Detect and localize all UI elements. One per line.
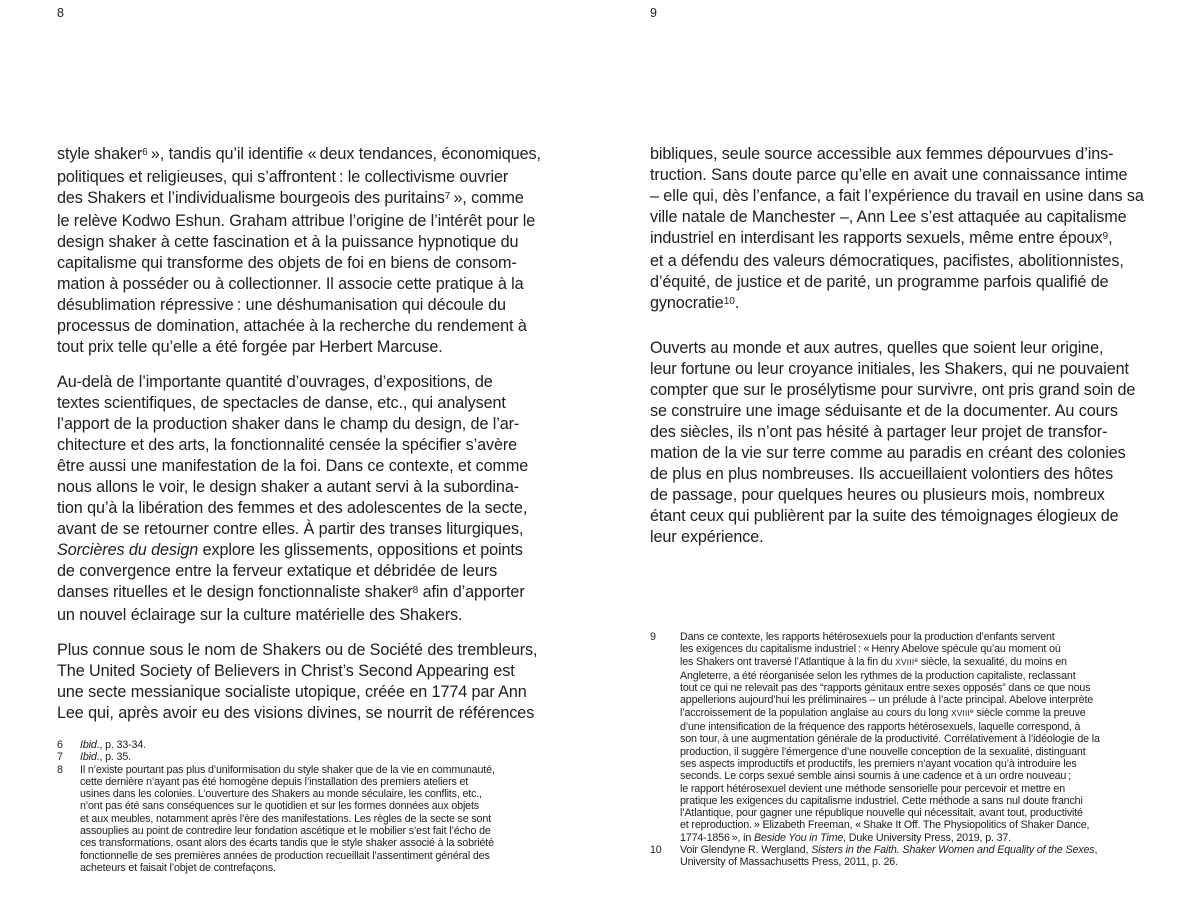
- italic-text: Sorcières du design: [57, 541, 199, 559]
- text-line: chitecture et des arts, la fonctionnalité censée la spécifier s’avère: [57, 436, 518, 454]
- text-line: production, il suggère l’émergence d’une nouvelle conception de la sexualité, distinguant: [680, 745, 1086, 758]
- page-number-right: 9: [650, 6, 657, 20]
- text-line: des Shakers et l’individualisme bourgeois des puritains$^7$ », comme: [57, 189, 524, 207]
- text-line: de plus en plus nombreuses. Ils accueillaient volontiers des hôtes: [650, 465, 1114, 483]
- text-line: tout ce qui ne relevait pas des “rapports génitaux entre sexes opposés” dans ce que nous: [680, 682, 1091, 695]
- text-line: les Shakers ont traversé l’Atlantique à la fin du XVIIIe siècle, la sexualité, du moins en: [680, 655, 1067, 668]
- footnote-number: 8: [57, 763, 63, 776]
- text-line: industriel en interdisant les rapports sexuels, même entre époux$^9$,: [650, 229, 1113, 247]
- text-line: tion qu’à la libération des femmes et des adolescentes de la secte,: [57, 499, 528, 517]
- footnote: [57, 764, 579, 875]
- footnote-reference: 6: [142, 146, 148, 158]
- text-line: les exigences du capitalisme industriel : « Henry Abelove spécule qu’au moment où: [680, 643, 1061, 656]
- text-line: Lee qui, après avoir eu des visions divines, se nourrit de références: [57, 704, 535, 722]
- text-line: ses aspects improductifs et productifs, les premiers n’ayant vocation qu’à introduire les: [680, 757, 1077, 770]
- footnote-number: 9: [650, 631, 656, 643]
- paragraph: [650, 144, 1144, 316]
- text-line: leur fortune ou leur croyance initiales, les Shakers, qui ne pouvaient: [650, 360, 1129, 378]
- body-text-right: [650, 144, 1144, 570]
- text-line: être aussi une manifestation de la foi. Dans ce contexte, et comme: [57, 457, 529, 475]
- text-line: Angleterre, a été réorganisée selon les rythmes de la production capitaliste, reclassant: [680, 669, 1076, 682]
- text-line: Il n’existe pourtant pas plus d’uniformisation du style shaker que de la vie en communauté,: [80, 763, 495, 776]
- italic-text: Ibid: [80, 739, 97, 751]
- footnotes-right: [650, 631, 1137, 869]
- text-line: tout prix telle qu’elle a été forgée par Herbert Marcuse.: [57, 338, 443, 356]
- text-line: gynocratie$^{10}$.: [650, 294, 740, 312]
- text-line: le relève Kodwo Eshun. Graham attribue l’origine de l’intérêt pour le: [57, 212, 536, 230]
- paragraph: [57, 144, 579, 358]
- text-line: son tour, à une augmentation générale de la productivité. Corrélativement à l’idéologie de la: [680, 733, 1100, 746]
- text-line: Ouverts au monde et aux autres, quelles que soient leur origine,: [650, 339, 1104, 357]
- text-line: avant de se retourner contre elles. À partir des transes liturgiques,: [57, 520, 524, 538]
- text-line: l’apport de la production shaker dans le champ du design, de l’ar-: [57, 415, 520, 433]
- text-line: Ibid., p. 33-34.: [80, 739, 146, 751]
- footnote-number: 7: [57, 751, 63, 764]
- text-line: processus de domination, attachée à la recherche du rendement à: [57, 317, 527, 335]
- text-line: désublimation répressive : une déshumanisation qui découle du: [57, 296, 506, 314]
- text-line: Voir Glendyne R. Wergland, Sisters in the Faith. Shaker Women and Equality of the Sexes,: [680, 844, 1098, 857]
- page-left: [57, 0, 579, 903]
- paragraph: [57, 372, 579, 626]
- text-line: d’équité, de justice et de parité, un programme parfois qualifié de: [650, 273, 1109, 291]
- text-line: compter que sur le prosélytisme pour survivre, ont pris grand soin de: [650, 381, 1136, 399]
- text-line: l’accroissement de la population anglaise au cours du long XVIIIe siècle comme la preuve: [680, 706, 1086, 719]
- text-line: textes scientifiques, de spectacles de danse, etc., qui analysent: [57, 394, 506, 412]
- text-line: politiques et religieuses, qui s’affrontent : le collectivisme ouvrier: [57, 168, 509, 186]
- text-line: appellerions aujourd’hui les préliminaires – un prélude à l’acte principal. Abelove interprète: [680, 694, 1094, 707]
- footnote: [57, 751, 579, 763]
- text-line: fonctionnelle de ses premières années de production recueillait l’assentiment général des: [80, 849, 490, 862]
- text-line: design shaker à cette fascination et à la puissance hypnotique du: [57, 233, 519, 251]
- footnote-text: [680, 631, 1137, 844]
- text-line: et a défendu des valeurs démocratiques, pacifistes, abolitionnistes,: [650, 252, 1124, 270]
- footnote: [57, 739, 579, 751]
- italic-text: Ibid: [80, 751, 97, 764]
- text-line: 1774-1856 », in Beside You in Time, Duke University Press, 2019, p. 37.: [680, 831, 1012, 844]
- text-line: et aux meubles, notamment après l’ère des manifestations. Les règles de la secte se sont: [80, 812, 491, 825]
- text-line: des siècles, ils n’ont pas hésité à partager leur projet de transfor-: [650, 423, 1108, 441]
- small-caps-numeral: XVIII: [950, 707, 971, 718]
- text-line: ville natale de Manchester –, Ann Lee s’est attaquée au capitalisme: [650, 208, 1127, 226]
- footnote-text: [80, 751, 579, 763]
- footnote-text: [80, 764, 579, 875]
- text-line: truction. Sans doute parce qu’elle en avait une connaissance intime: [650, 166, 1128, 184]
- text-line: le rapport hétérosexuel devient une méthode sensorielle pour percevoir et mettre en: [680, 782, 1066, 795]
- text-line: Sorcières du design explore les glissements, oppositions et points: [57, 541, 523, 559]
- footnote-text: [80, 739, 579, 751]
- footnote-number: 6: [57, 739, 63, 751]
- text-line: mation à posséder ou à collectionner. Il associe cette pratique à la: [57, 275, 524, 293]
- text-line: University of Massachusetts Press, 2011, p. 26.: [680, 856, 898, 869]
- text-line: assouplies au point de contredire leur fondation ascétique et le mobilier s’est fait l’écho de: [80, 825, 491, 838]
- text-line: Ibid., p. 35.: [80, 751, 131, 764]
- text-line: ces transformations, osant alors des écarts tandis que le style shaker associé à la sobriété: [80, 837, 494, 850]
- small-caps-numeral: XVIII: [895, 656, 915, 667]
- text-line: Au-delà de l’importante quantité d’ouvrages, d’expositions, de: [57, 373, 493, 391]
- footnote-reference: e: [914, 656, 919, 664]
- text-line: Plus connue sous le nom de Shakers ou de Société des trembleurs,: [57, 641, 538, 659]
- paragraph: [650, 338, 1137, 548]
- text-line: pratique les exigences du capitalisme industriel. Cette méthode a sans nul doute franchi: [680, 794, 1083, 807]
- footnote-reference: 8: [412, 584, 419, 596]
- text-line: bibliques, seule source accessible aux femmes dépourvues d’ins-: [650, 145, 1114, 163]
- text-line: mation de la vie sur terre comme au paradis en créant des colonies: [650, 444, 1126, 462]
- text-line: – elle qui, dès l’enfance, a fait l’expérience du travail en usine dans sa: [650, 187, 1144, 205]
- text-line: étant ceux qui publièrent par la suite des témoignages élogieux de: [650, 507, 1119, 525]
- text-line: nous allons le voir, le design shaker a autant servi à la subordina-: [57, 478, 520, 496]
- paragraph: [57, 640, 579, 724]
- text-line: d’une intensification de la fréquence des rapports hétérosexuels, laquelle correspond, à: [680, 721, 1081, 734]
- page-number-left: 8: [57, 6, 64, 20]
- text-line: style shaker$^6$ », tandis qu’il identifie « deux tendances, économiques,: [57, 145, 541, 163]
- text-line: cette dernière n’ayant pas été homogène depuis l’installation des premiers ateliers et: [80, 775, 469, 788]
- page-right: [650, 0, 1188, 903]
- text-line: de passage, pour quelques heures ou plusieurs mois, nombreux: [650, 486, 1105, 504]
- text-line: un nouvel éclairage sur la culture matérielle des Shakers.: [57, 606, 463, 624]
- footnote-reference: e: [970, 708, 974, 715]
- footnotes-left: [57, 739, 579, 874]
- footnote-reference: 7: [444, 190, 451, 202]
- text-line: une secte messianique socialiste utopique, créée en 1774 par Ann: [57, 683, 527, 701]
- text-line: et reproduction. » Elizabeth Freeman, « Shake It Off. The Physiopolitics of Shaker Dance,: [680, 819, 1090, 832]
- text-line: se construire une image séduisante et de la documenter. Au cours: [650, 402, 1118, 420]
- footnote: [650, 631, 1137, 844]
- footnote: [650, 844, 1137, 869]
- text-line: capitalisme qui transforme des objets de foi en biens de consom-: [57, 254, 517, 272]
- italic-text: Beside You in Time: [754, 831, 844, 844]
- text-line: The United Society of Believers in Christ’s Second Appearing est: [57, 662, 515, 680]
- italic-text: Sisters in the Faith. Shaker Women and Equality of the Sexes: [811, 844, 1095, 857]
- text-line: Dans ce contexte, les rapports hétérosexuels pour la production d’enfants servent: [680, 631, 1055, 643]
- text-line: leur expérience.: [650, 528, 764, 546]
- footnote-number: 10: [650, 844, 662, 857]
- footnote-reference: 9: [1102, 230, 1109, 242]
- text-line: seconds. Le corps sexué semble ainsi soumis à une cadence et à un ordre nouveau ;: [680, 770, 1072, 783]
- footnote-reference: 10: [723, 295, 735, 307]
- text-line: de convergence entre la ferveur extatique et débridée de leurs: [57, 562, 498, 580]
- text-line: l’Atlantique, pour gagner une république nouvelle qui nécessitait, avant tout, productivité: [680, 807, 1083, 820]
- text-line: acheteurs et faisait l’objet de contrefaçons.: [80, 861, 276, 874]
- body-text-left: [57, 144, 579, 724]
- text-line: danses rituelles et le design fonctionnaliste shaker$^8$ afin d’apporter: [57, 583, 525, 601]
- footnote-text: [680, 844, 1137, 869]
- text-line: n’ont pas été sans conséquences sur le quotidien et sur les formes données aux objets: [80, 800, 479, 813]
- text-line: usines dans les colonies. L’ouverture des Shakers au monde séculaire, les conflits, etc.,: [80, 788, 482, 801]
